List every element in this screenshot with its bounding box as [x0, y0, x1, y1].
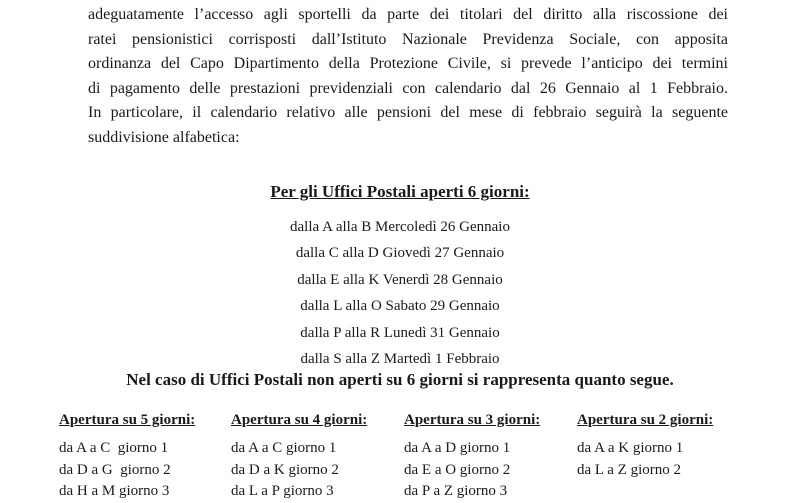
- column-list: [59, 438, 195, 503]
- paragraph-line: suddivisione alfabetica:: [88, 128, 240, 146]
- note-heading: Nel caso di Uffici Postali non aperti su 6 giorni si rappresenta quanto segue.: [126, 370, 674, 389]
- paragraph-line: adeguatamente l’accesso agli sportelli da parte dei titolari del diritto alla riscossione dei: [88, 6, 728, 23]
- column-item: da H a M giorno 3: [59, 483, 170, 499]
- column-list: [231, 438, 367, 503]
- column-3-days: [404, 412, 540, 503]
- schedule-list: [0, 214, 800, 372]
- column-item: da A a C giorno 1: [59, 440, 169, 456]
- column-item: da D a G giorno 2: [59, 461, 171, 478]
- schedule-item: dalla P alla R Lunedì 31 Gennaio: [300, 324, 500, 341]
- schedule-item: dalla L alla O Sabato 29 Gennaio: [300, 298, 500, 315]
- column-4-days: [231, 412, 367, 503]
- column-2-days: [577, 412, 713, 481]
- column-list: [404, 438, 540, 503]
- column-item: da A a K giorno 1: [577, 440, 684, 456]
- column-item: da A a D giorno 1: [404, 440, 511, 456]
- schedule-item: dalla S alla Z Martedì 1 Febbraio: [300, 351, 500, 368]
- paragraph-line: di pagamento delle prestazioni previdenziali con calendario dal 26 Gennaio al 1 Febbraio.: [88, 79, 728, 97]
- column-item: da E a O giorno 2: [404, 461, 511, 478]
- column-item: da D a K giorno 2: [231, 461, 339, 478]
- column-heading: Apertura su 2 giorni:: [577, 412, 714, 428]
- column-list: [577, 438, 713, 481]
- paragraph-line: In particolare, il calendario relativo alle pensioni del mese di febbraio seguirà la seguente: [88, 104, 728, 121]
- column-item: da L a P giorno 3: [231, 483, 334, 499]
- column-heading: Apertura su 3 giorni:: [404, 412, 541, 428]
- column-item: da L a Z giorno 2: [577, 461, 681, 478]
- paragraph-line: ordinanza del Capo Dipartimento della Protezione Civile, si prevede l’anticipo dei termini: [88, 55, 728, 72]
- column-heading: Apertura su 5 giorni:: [59, 412, 196, 428]
- paragraph-line: ratei pensionistici corrisposti dall’Istituto Nazionale Previdenza Sociale, con apposita: [88, 30, 728, 48]
- schedule-title: Per gli Uffici Postali aperti 6 giorni:: [270, 182, 530, 201]
- schedule-item: dalla E alla K Venerdì 28 Gennaio: [297, 271, 503, 288]
- column-heading: Apertura su 4 giorni:: [231, 412, 368, 428]
- schedule-item: dalla A alla B Mercoledì 26 Gennaio: [290, 219, 510, 235]
- schedule-item: dalla C alla D Giovedì 27 Gennaio: [295, 245, 505, 262]
- column-item: da A a C giorno 1: [231, 440, 337, 456]
- column-5-days: [59, 412, 195, 503]
- column-item: da P a Z giorno 3: [404, 483, 508, 499]
- intro-paragraph: [88, 3, 728, 150]
